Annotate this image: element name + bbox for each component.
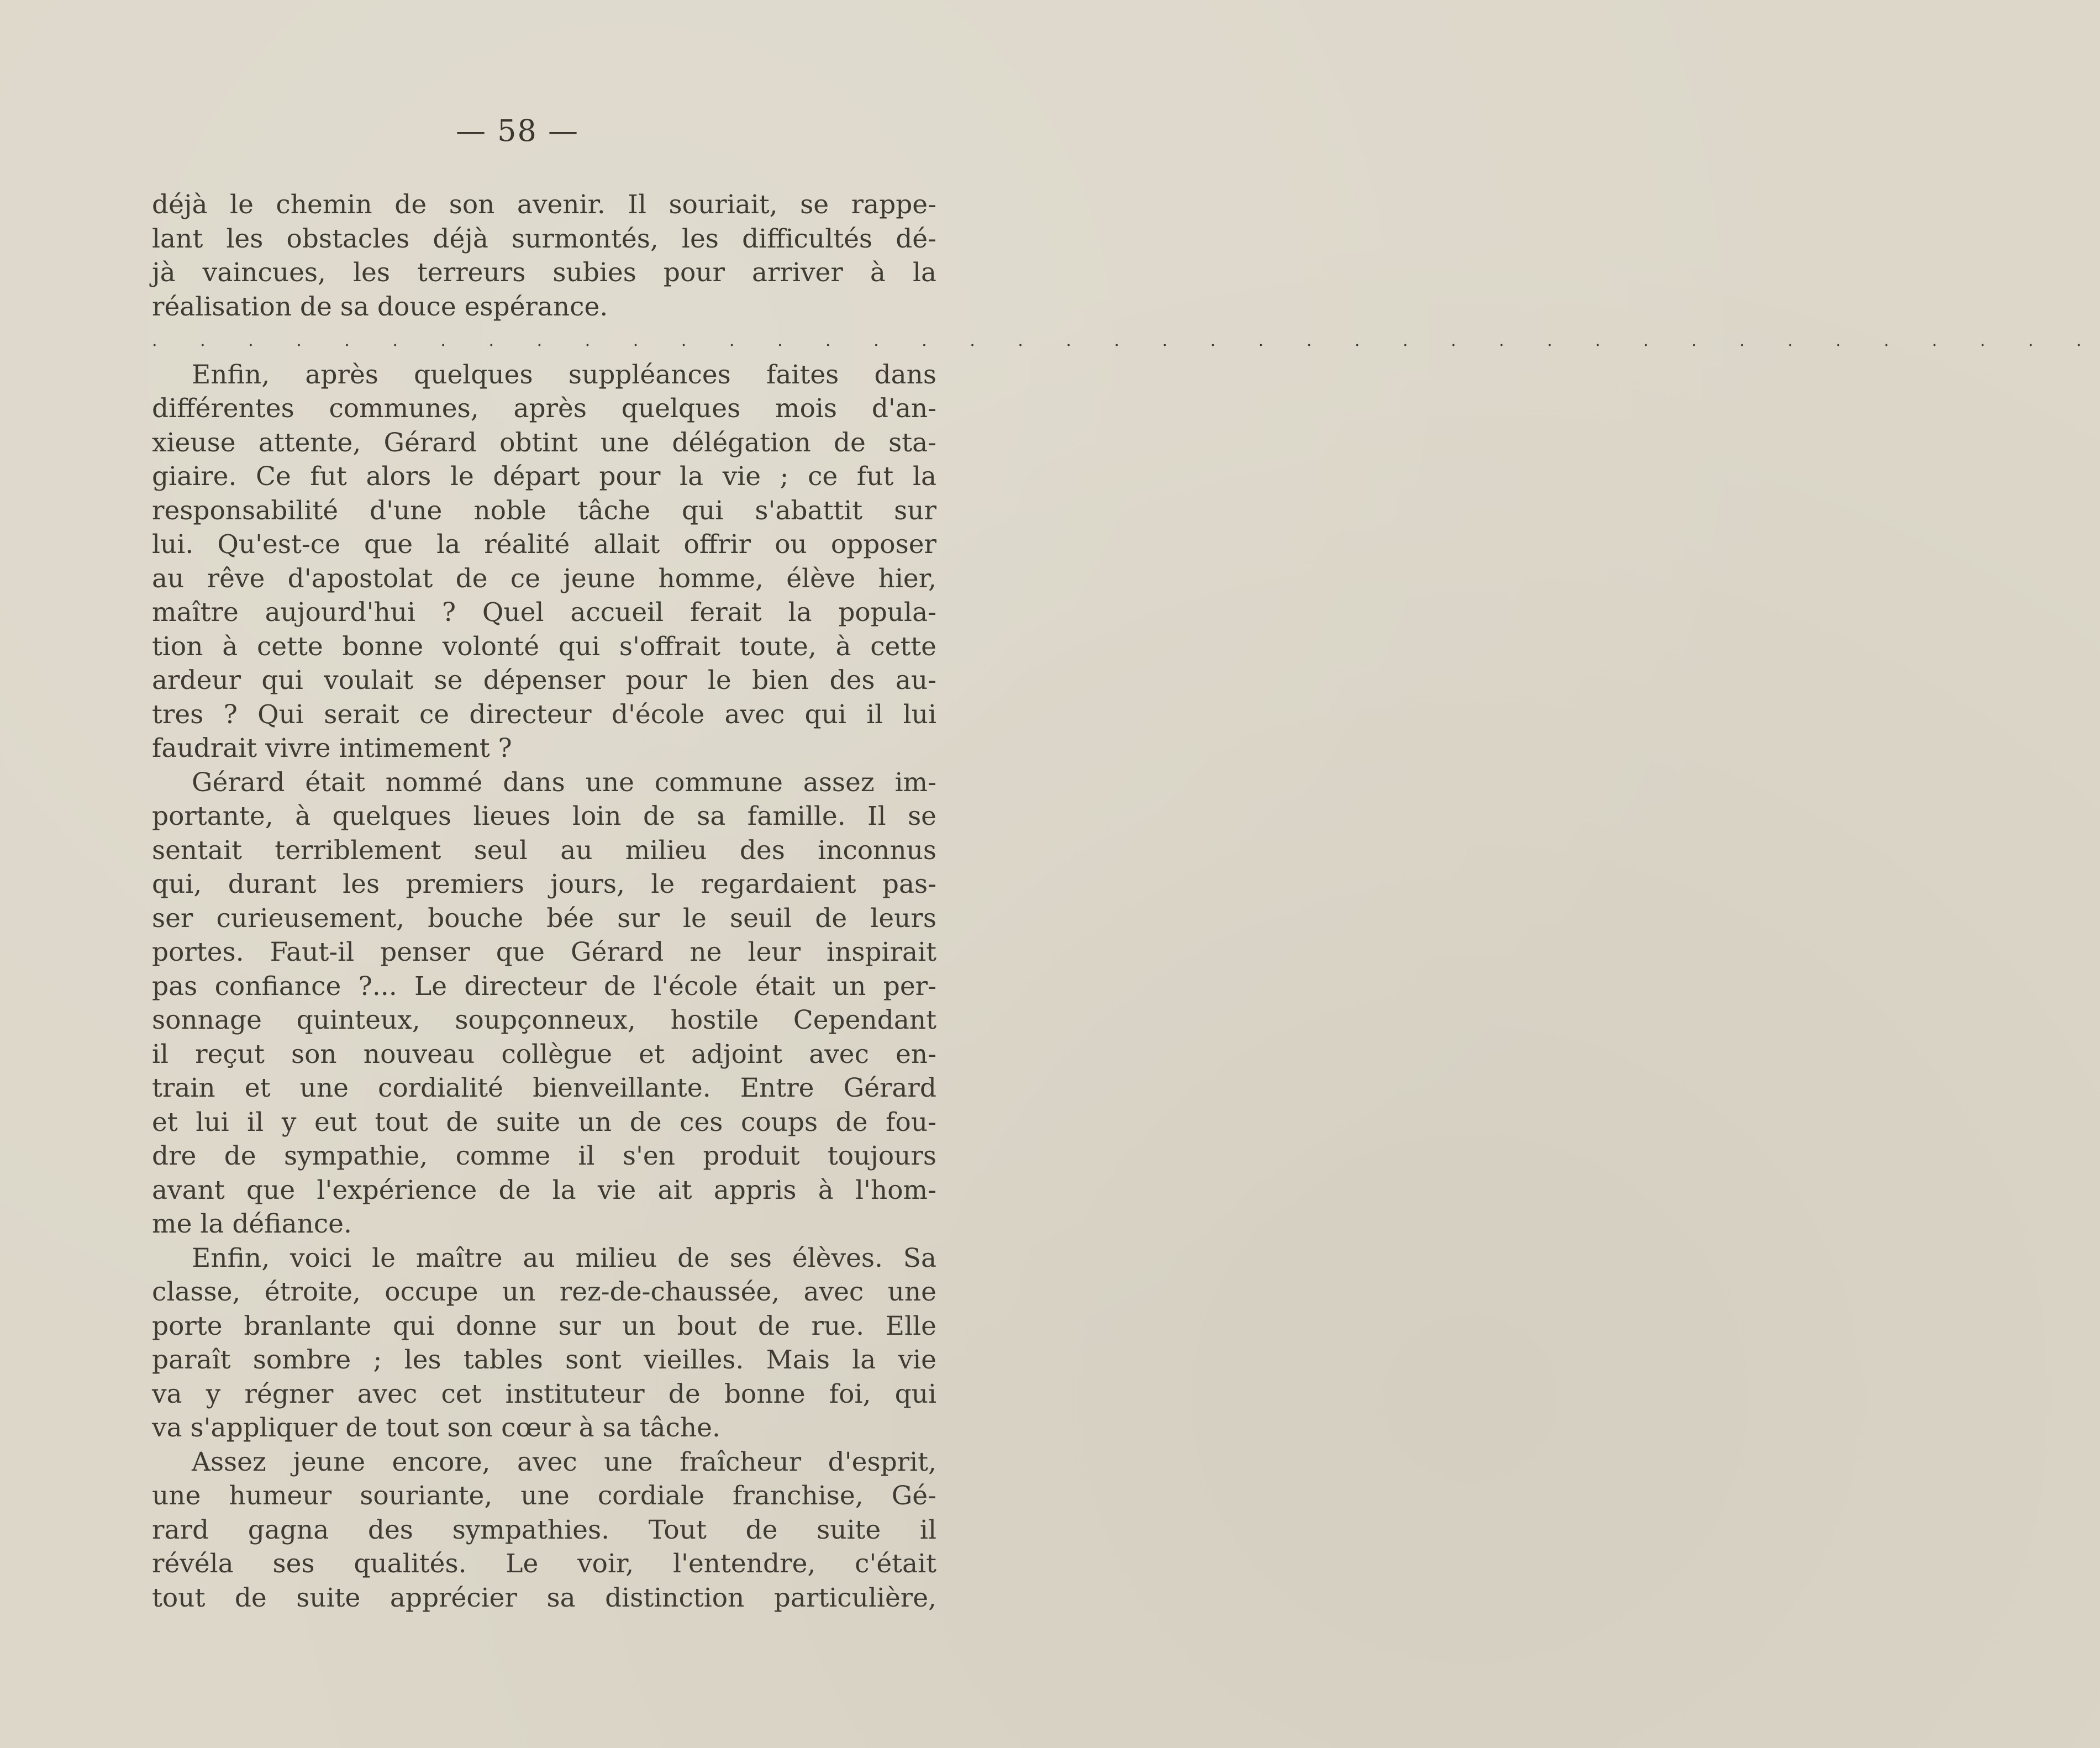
- text-line: avant que l'expérience de la vie ait appris à l'hom-: [152, 1175, 936, 1205]
- text-line: ser curieusement, bouche bée sur le seuil de leurs: [152, 903, 936, 934]
- text-line: faudrait vivre intimement ?: [152, 733, 512, 764]
- paragraph-4: [152, 1241, 936, 1445]
- text-line: et lui il y eut tout de suite un de ces coups de fou-: [152, 1107, 936, 1138]
- text-line: portes. Faut-il penser que Gérard ne leur inspirait: [152, 937, 936, 967]
- paragraph-3: [152, 766, 936, 1241]
- text-line: qui, durant les premiers jours, le regardaient pas-: [152, 869, 936, 899]
- paragraph-1: [152, 188, 936, 324]
- text-line: Gérard était nommé dans une commune assez im-: [192, 767, 936, 798]
- page-text: [152, 188, 2100, 1615]
- text-line: réalisation de sa douce espérance.: [152, 291, 608, 322]
- text-line: tion à cette bonne volonté qui s'offrait toute, à cette: [152, 631, 936, 662]
- text-line: classe, étroite, occupe un rez-de-chaussée, avec une: [152, 1277, 936, 1307]
- text-line: au rêve d'apostolat de ce jeune homme, élève hier,: [152, 563, 936, 594]
- paragraph-5: [152, 1445, 936, 1615]
- text-line: Enfin, après quelques suppléances faites dans: [192, 359, 936, 390]
- text-line: une humeur souriante, une cordiale franchise, Gé-: [152, 1481, 936, 1511]
- text-line: jà vaincues, les terreurs subies pour arriver à la: [152, 257, 936, 288]
- text-line: xieuse attente, Gérard obtint une délégation de sta-: [152, 427, 936, 458]
- text-line: maître aujourd'hui ? Quel accueil ferait la popula-: [152, 597, 936, 628]
- text-line: différentes communes, après quelques mois d'an-: [152, 393, 936, 424]
- text-line: lui. Qu'est-ce que la réalité allait offrir ou opposer: [152, 529, 936, 560]
- section-separator: . . . . . . . . . . . . . . . . . . . . . . . . . . . . . . . . . . . . . . . . .: [152, 331, 2100, 350]
- text-line: lant les obstacles déjà surmontés, les difficultés dé-: [152, 223, 936, 254]
- text-line: portante, à quelques lieues loin de sa famille. Il se: [152, 801, 936, 831]
- text-line: me la défiance.: [152, 1209, 352, 1239]
- text-line: Assez jeune encore, avec une fraîcheur d'esprit,: [192, 1446, 936, 1477]
- text-line: sonnage quinteux, soupçonneux, hostile Cependant: [152, 1005, 936, 1035]
- text-line: train et une cordialité bienveillante. Entre Gérard: [152, 1073, 936, 1103]
- text-line: va s'appliquer de tout son cœur à sa tâche.: [152, 1413, 720, 1443]
- text-line: giaire. Ce fut alors le départ pour la vie ; ce fut la: [152, 461, 936, 492]
- text-line: rard gagna des sympathies. Tout de suite il: [152, 1514, 936, 1545]
- text-line: responsabilité d'une noble tâche qui s'abattit sur: [152, 495, 936, 526]
- text-line: tres ? Qui serait ce directeur d'école avec qui il lui: [152, 699, 936, 730]
- text-line: tout de suite apprécier sa distinction particulière,: [152, 1582, 936, 1613]
- text-line: paraît sombre ; les tables sont vieilles. Mais la vie: [152, 1345, 936, 1375]
- text-line: il reçut son nouveau collègue et adjoint avec en-: [152, 1039, 936, 1070]
- text-line: déjà le chemin de son avenir. Il souriait, se rappe-: [152, 189, 936, 220]
- page-number: — 58 —: [455, 113, 580, 148]
- text-line: ardeur qui voulait se dépenser pour le bien des au-: [152, 665, 936, 696]
- text-line: va y régner avec cet instituteur de bonne foi, qui: [152, 1378, 936, 1409]
- text-line: Enfin, voici le maître au milieu de ses élèves. Sa: [192, 1242, 936, 1273]
- text-line: pas confiance ?... Le directeur de l'école était un per-: [152, 971, 936, 1002]
- text-line: dre de sympathie, comme il s'en produit toujours: [152, 1141, 936, 1171]
- text-line: sentait terriblement seul au milieu des inconnus: [152, 835, 936, 866]
- paragraph-2: [152, 358, 936, 766]
- text-line: révéla ses qualités. Le voir, l'entendre, c'était: [152, 1549, 936, 1579]
- text-line: porte branlante qui donne sur un bout de rue. Elle: [152, 1310, 936, 1341]
